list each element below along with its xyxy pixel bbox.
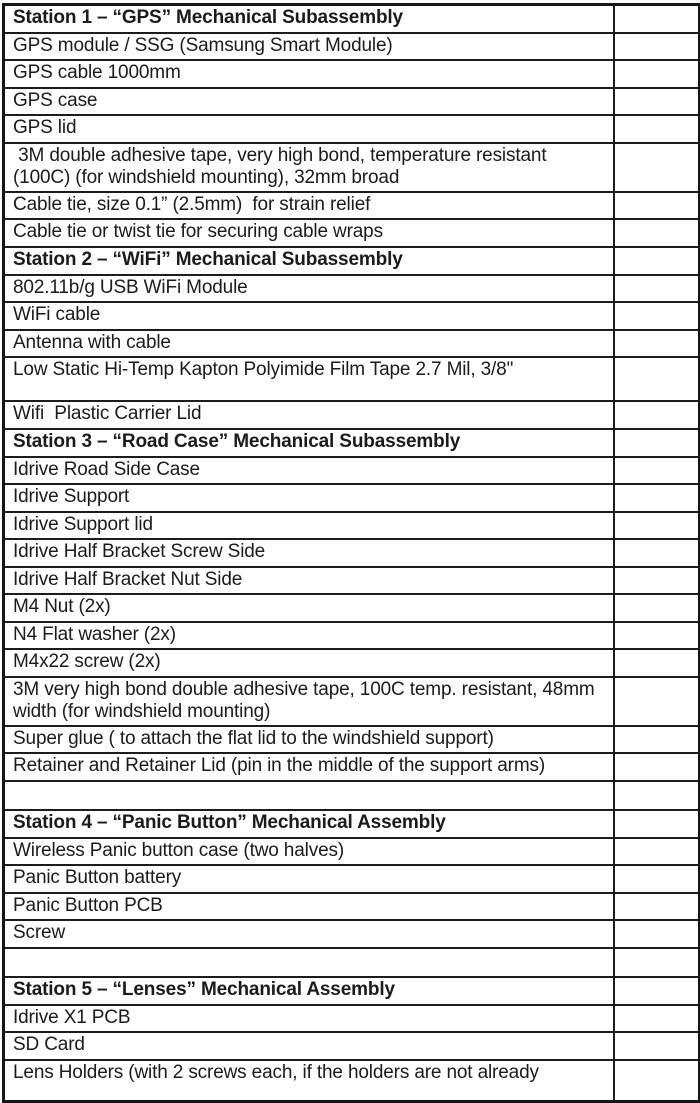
part-item-row (4, 143, 700, 192)
part-item-row (4, 1005, 700, 1033)
part-item-row (4, 192, 700, 220)
item-description-cell: 3M very high bond double adhesive tape, 100C temp. resistant, 48mm width (for windshield mounting) (4, 677, 614, 726)
part-item-row (4, 865, 700, 893)
item-description-cell: GPS module / SSG (Samsung Smart Module) (4, 33, 614, 61)
item-description-cell: Low Static Hi-Temp Kapton Polyimide Film Tape 2.7 Mil, 3/8" (4, 357, 614, 401)
check-off-cell (614, 219, 700, 247)
part-item-row (4, 115, 700, 143)
check-off-cell (614, 1005, 700, 1033)
check-off-cell (614, 539, 700, 567)
part-item-row (4, 649, 700, 677)
parts-table-body (4, 5, 700, 1102)
part-item-row (4, 401, 700, 429)
item-description-cell: Wireless Panic button case (two halves) (4, 838, 614, 866)
item-description-cell: Screw (4, 920, 614, 948)
part-item-row (4, 457, 700, 485)
spacer-row (4, 948, 700, 977)
part-item-row (4, 33, 700, 61)
item-description-cell: Cable tie or twist tie for securing cable wraps (4, 219, 614, 247)
section-header-row (4, 5, 700, 33)
item-description-cell: GPS case (4, 88, 614, 116)
check-off-cell (614, 948, 700, 977)
part-item-row (4, 275, 700, 303)
parts-checklist-table (2, 3, 700, 1103)
check-off-cell (614, 357, 700, 401)
check-off-cell (614, 247, 700, 275)
item-description-cell: M4x22 screw (2x) (4, 649, 614, 677)
check-off-cell (614, 920, 700, 948)
item-description-cell: Idrive X1 PCB (4, 1005, 614, 1033)
item-description-cell (4, 948, 614, 977)
item-description-cell: Idrive Road Side Case (4, 457, 614, 485)
check-off-cell (614, 726, 700, 754)
section-header-cell: Station 2 – “WiFi” Mechanical Subassembly (4, 247, 614, 275)
part-item-row (4, 567, 700, 595)
check-off-cell (614, 330, 700, 358)
check-off-cell (614, 429, 700, 457)
item-description-cell: Super glue ( to attach the flat lid to the windshield support) (4, 726, 614, 754)
check-off-cell (614, 753, 700, 781)
item-description-cell: WiFi cable (4, 302, 614, 330)
part-item-row (4, 88, 700, 116)
section-header-cell: Station 4 – “Panic Button” Mechanical Assembly (4, 810, 614, 838)
check-off-cell (614, 512, 700, 540)
check-off-cell (614, 60, 700, 88)
check-off-cell (614, 143, 700, 192)
check-off-cell (614, 865, 700, 893)
check-off-cell (614, 977, 700, 1005)
part-item-row (4, 302, 700, 330)
check-off-cell (614, 5, 700, 33)
spacer-row (4, 781, 700, 810)
item-description-cell: Panic Button PCB (4, 893, 614, 921)
item-description-cell: Panic Button battery (4, 865, 614, 893)
part-item-row (4, 594, 700, 622)
check-off-cell (614, 457, 700, 485)
part-item-row (4, 1032, 700, 1060)
item-description-cell: Antenna with cable (4, 330, 614, 358)
part-item-row (4, 484, 700, 512)
part-item-row (4, 753, 700, 781)
part-item-row (4, 539, 700, 567)
item-description-cell: Lens Holders (with 2 screws each, if the holders are not already (4, 1060, 614, 1102)
section-header-cell: Station 3 – “Road Case” Mechanical Subassembly (4, 429, 614, 457)
item-description-cell: SD Card (4, 1032, 614, 1060)
part-item-row (4, 330, 700, 358)
check-off-cell (614, 781, 700, 810)
item-description-cell: Retainer and Retainer Lid (pin in the middle of the support arms) (4, 753, 614, 781)
check-off-cell (614, 401, 700, 429)
check-off-cell (614, 810, 700, 838)
item-description-cell: Idrive Support (4, 484, 614, 512)
part-item-row (4, 677, 700, 726)
section-header-row (4, 810, 700, 838)
part-item-row (4, 893, 700, 921)
check-off-cell (614, 484, 700, 512)
item-description-cell: GPS lid (4, 115, 614, 143)
part-item-row (4, 920, 700, 948)
section-header-row (4, 429, 700, 457)
part-item-row (4, 1060, 700, 1102)
check-off-cell (614, 838, 700, 866)
check-off-cell (614, 192, 700, 220)
item-description-cell: Idrive Support lid (4, 512, 614, 540)
check-off-cell (614, 1060, 700, 1102)
part-item-row (4, 60, 700, 88)
item-description-cell: Idrive Half Bracket Screw Side (4, 539, 614, 567)
check-off-cell (614, 893, 700, 921)
item-description-cell (4, 781, 614, 810)
part-item-row (4, 622, 700, 650)
check-off-cell (614, 622, 700, 650)
item-description-cell: GPS cable 1000mm (4, 60, 614, 88)
check-off-cell (614, 302, 700, 330)
check-off-cell (614, 115, 700, 143)
item-description-cell: N4 Flat washer (2x) (4, 622, 614, 650)
item-description-cell: M4 Nut (2x) (4, 594, 614, 622)
item-description-cell: Idrive Half Bracket Nut Side (4, 567, 614, 595)
section-header-row (4, 977, 700, 1005)
check-off-cell (614, 88, 700, 116)
part-item-row (4, 357, 700, 401)
item-description-cell: 3M double adhesive tape, very high bond, temperature resistant (100C) (for windshield mounting), 32mm broad (4, 143, 614, 192)
check-off-cell (614, 677, 700, 726)
check-off-cell (614, 33, 700, 61)
check-off-cell (614, 275, 700, 303)
check-off-cell (614, 1032, 700, 1060)
part-item-row (4, 219, 700, 247)
item-description-cell: Wifi Plastic Carrier Lid (4, 401, 614, 429)
part-item-row (4, 838, 700, 866)
item-description-cell: Cable tie, size 0.1” (2.5mm) for strain relief (4, 192, 614, 220)
part-item-row (4, 726, 700, 754)
check-off-cell (614, 649, 700, 677)
check-off-cell (614, 594, 700, 622)
part-item-row (4, 512, 700, 540)
check-off-cell (614, 567, 700, 595)
section-header-row (4, 247, 700, 275)
item-description-cell: 802.11b/g USB WiFi Module (4, 275, 614, 303)
section-header-cell: Station 5 – “Lenses” Mechanical Assembly (4, 977, 614, 1005)
section-header-cell: Station 1 – “GPS” Mechanical Subassembly (4, 5, 614, 33)
